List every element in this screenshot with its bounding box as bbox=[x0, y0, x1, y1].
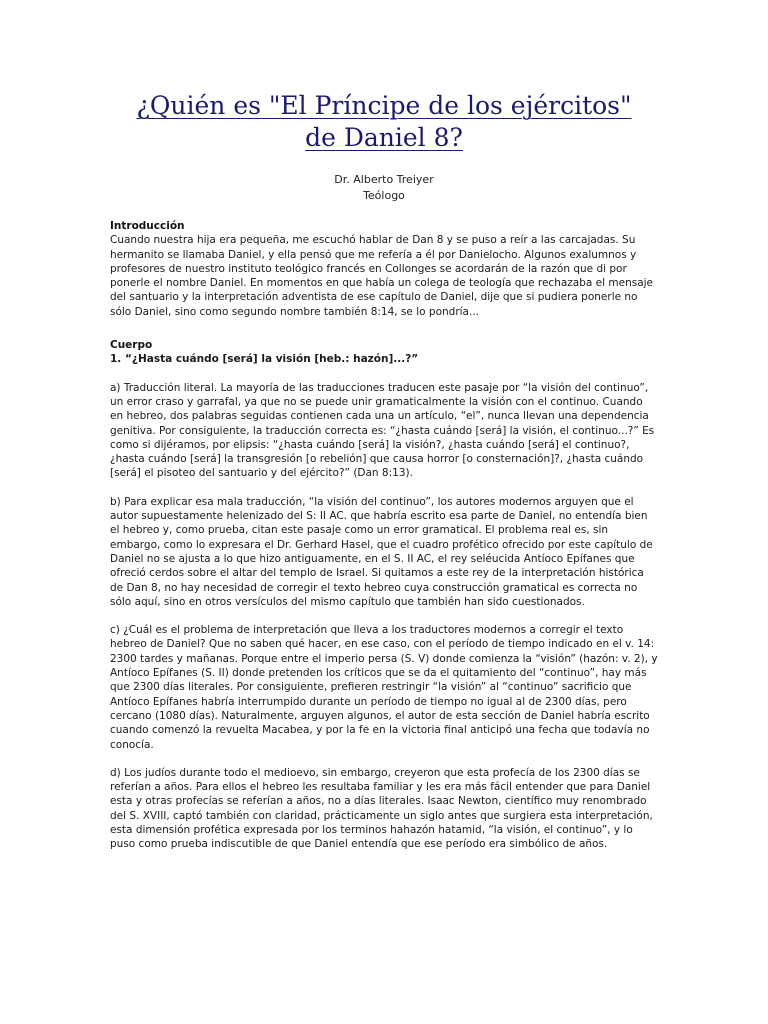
body-heading: Cuerpo bbox=[110, 339, 153, 352]
author-block bbox=[60, 172, 708, 204]
page-title-line-2: de Daniel 8? bbox=[305, 123, 463, 152]
paragraph-b: b) Para explicar esa mala traducción, “la visión del continuo”, los autores modernos arguyen que el autor supuestamente helenizado del S: II AC. que habría escrito esa parte de Daniel, no entendía bien el hebreo y, como prueba, citan este pasaje como un error gramatical. El problema real es, sin embargo, como lo expresara el Dr. Gerhard Hasel, que el cuadro profético ofrecido por este capítulo de Daniel no se ajusta a lo que hizo antiguamente, en el S. II AC, el rey seléucida Antíoco Epífanes que ofreció cerdos sobre el altar del templo de Israel. Si quitamos a este rey de la interpretación histórica de Dan 8, no hay necesidad de corregir el texto hebreo cuya construcción gramatical es correcta no sólo aquí, sino en otros versículos del mismo capítulo que también han sido cuestionados. bbox=[110, 495, 653, 608]
paragraph-a: a) Traducción literal. La mayoría de las traducciones traducen este pasaje por “la visión del continuo”, un error craso y garrafal, ya que no se puede unir gramaticalmente la visión con el continuo. Cuando en hebreo, dos palabras seguidas contienen cada una un artículo, “el”, nunca llevan una dependencia genitiva. Por consiguiente, la traducción correcta es: “¿hasta cuándo [será] la visión, el continuo...?” Es como si dijéramos, por elipsis: “¿hasta cuándo [será] la visión?, ¿hasta cuándo [será] el continuo?, ¿hasta cuándo [será] la transgresión [o rebelión] que causa horror [o consternación]?, ¿hasta cuándo [será] el pisoteo del santuario y del ejército?” (Dan 8:13). bbox=[110, 381, 655, 480]
page-title-line-1: ¿Quién es "El Príncipe de los ejércitos" bbox=[136, 91, 632, 120]
intro-paragraph: Cuando nuestra hija era pequeña, me escuchó hablar de Dan 8 y se puso a reír a las carcajadas. Su hermanito se llamaba Daniel, y ella pensó que me refería a él por Danielocho. Algunos exalumnos y profesores de nuestro instituto teológico francés en Collonges se acordarán de la razón que di por ponerle el nombre Daniel. En momentos en que había un colega de teología que rechazaba el mensaje del santuario y la interpretación adventista de ese capítulo de Daniel, dije que si pudiera ponerle no sólo Daniel, sino como segundo nombre también 8:14, se lo pondría... bbox=[110, 234, 654, 318]
paragraph-d: d) Los judíos durante todo el medioevo, sin embargo, creyeron que esta profecía de los 2300 días se referían a años. Para ellos el hebreo les resultaba familiar y les era más fácil entender que para Daniel esta y otras profecías se referían a años, no a días literales. Isaac Newton, científico muy renombrado del S. XVIII, captó también con claridad, prácticamente un siglo antes que surgiera esta interpretación, esta dimensión profética expresada por los terminos hahazón hatamid, “la visión, el continuo”, y lo puso como prueba indiscutible de que Daniel entendía que ese período era simbólico de años. bbox=[110, 766, 653, 851]
document-body bbox=[110, 219, 658, 866]
page-title bbox=[60, 90, 708, 154]
body-section bbox=[110, 338, 658, 852]
intro-heading: Introducción bbox=[110, 220, 185, 232]
section-subheading: 1. “¿Hasta cuándo [será] la visión [heb.: hazón]...?” bbox=[110, 353, 419, 366]
intro-section bbox=[110, 219, 658, 319]
author-name: Dr. Alberto Treiyer bbox=[334, 173, 434, 186]
author-role: Teólogo bbox=[363, 189, 405, 202]
paragraph-c: c) ¿Cuál es el problema de interpretación que lleva a los traductores modernos a corregir el texto hebreo de Daniel? Que no saben qué hacer, en ese caso, con el período de tiempo indicado en el v. 14: 2300 tardes y mañanas. Porque entre el imperio persa (S. V) donde comienza la “visión” (hazón: v. 2), y Antíoco Epífanes (S. II) donde pretenden los críticos que se da el quitamiento del “continuo”, hay más que 2300 días literales. Por consiguiente, prefieren restringir “la visión” al “continuo” sacrificio que Antíoco Epífanes habría interrumpido durante un período de tiempo no igual al de 2300 días, pero cercano (1080 días). Naturalmente, arguyen algunos, el autor de esta sección de Daniel habría escrito cuando comenzó la revuelta Macabea, y por la fe en la victoria final anticipó una fecha que todavía no conocía. bbox=[110, 624, 658, 751]
